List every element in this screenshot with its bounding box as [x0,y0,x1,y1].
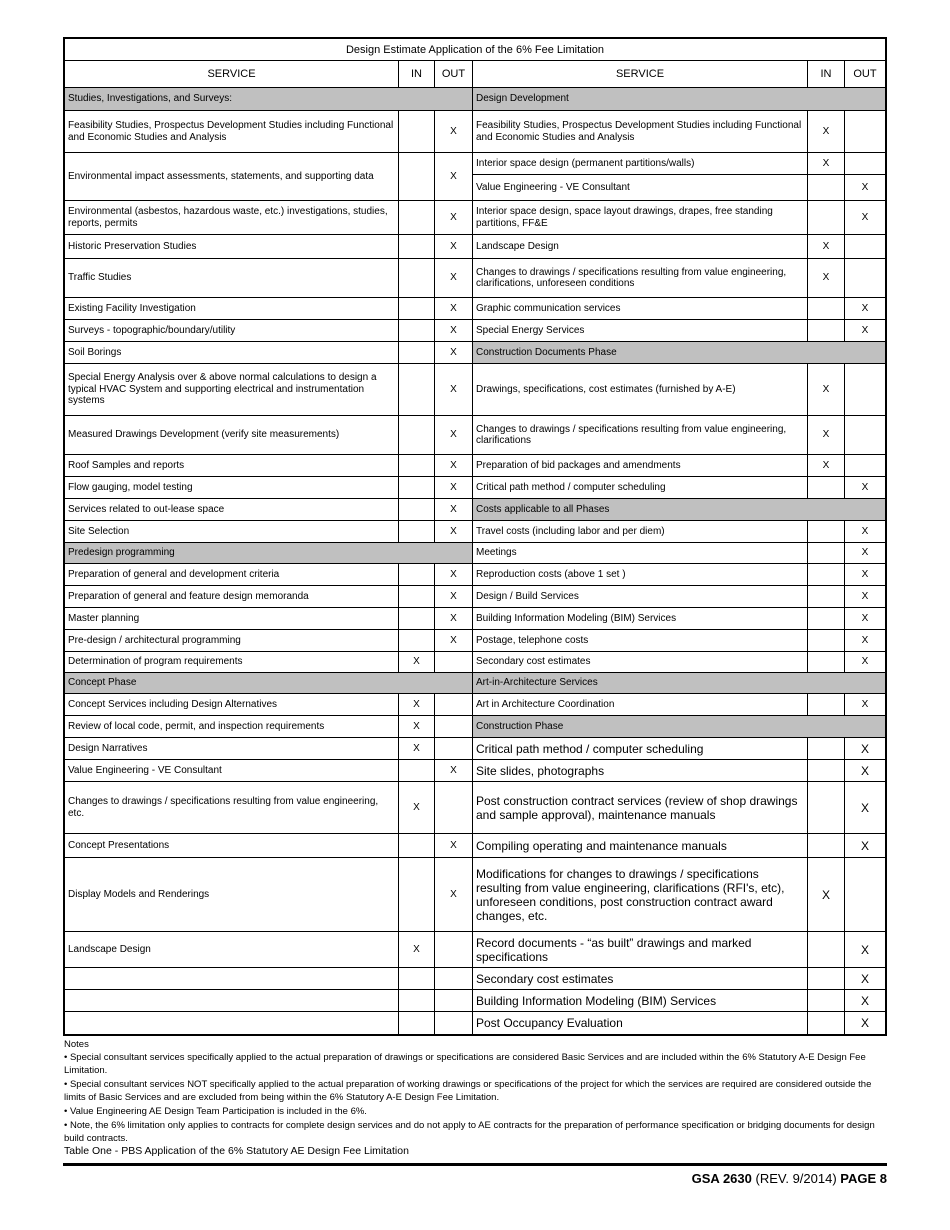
service-row [473,608,885,630]
service-label: Concept Services including Design Alternatives [65,694,399,715]
in-mark-cell: X [808,259,845,297]
service-row [65,716,472,738]
section-header-label: Studies, Investigations, and Surveys: [68,93,232,105]
note-item: • Value Engineering AE Design Team Participation is included in the 6%. [64,1106,367,1117]
service-row [473,235,885,259]
notes-list [64,1051,886,1145]
in-mark-cell [808,932,845,967]
service-label: Special Energy Services [473,320,808,341]
section-header-label: Concept Phase [68,677,137,689]
service-label: Meetings [473,543,808,563]
in-mark-cell: X [399,694,435,715]
in-mark-cell [399,416,435,454]
section-header-row [65,673,472,694]
service-label: Preparation of general and development criteria [65,564,399,585]
service-label: Reproduction costs (above 1 set ) [473,564,808,585]
section-header-row [65,543,472,564]
out-mark-cell: X [861,634,869,646]
out-mark-cell: X [861,568,869,580]
out-mark-cell: X [450,525,457,537]
service-label: Value Engineering - VE Consultant [65,760,399,781]
out-mark-cell: X [860,838,869,853]
service-row [65,320,472,342]
service-row [65,608,472,630]
in-mark-cell: X [808,416,845,454]
service-label: Services related to out-lease space [65,499,399,520]
out-mark-cell [845,364,885,415]
in-mark-cell [399,630,435,651]
service-label: Secondary cost estimates [473,968,808,989]
empty-row [65,968,472,990]
service-row [65,630,472,652]
out-mark-cell: X [450,125,457,137]
service-label: Interior space design (permanent partitions/walls) [473,153,808,174]
out-mark-cell: X [450,459,457,471]
service-label [65,1012,399,1034]
service-label [65,968,399,989]
service-label: Drawings, specifications, cost estimates (furnished by A-E) [473,364,808,415]
service-label: Feasibility Studies, Prospectus Development Studies including Functional and Economic Studies and Analysis [473,111,808,152]
service-label: Graphic communication services [473,298,808,319]
out-mark-cell [435,932,472,967]
service-row [65,364,472,416]
in-mark-cell [808,968,845,989]
service-row [473,416,885,455]
out-mark-cell [435,990,472,1011]
out-mark-cell: X [860,741,869,756]
service-row [473,760,885,782]
section-header-row [473,88,885,111]
service-label: Flow gauging, model testing [65,477,399,498]
in-mark-cell [399,858,435,931]
out-mark-cell: X [861,698,869,710]
out-mark-cell: X [450,324,457,336]
right-header-group [473,61,885,87]
in-mark-cell: X [808,455,845,476]
in-mark-cell [808,1012,845,1034]
section-header-label: Construction Documents Phase [476,346,617,358]
out-mark-cell: X [450,383,457,395]
in-mark-cell [399,586,435,607]
in-mark-cell [399,298,435,319]
service-row [473,259,885,298]
in-mark-cell [399,342,435,363]
service-row [473,738,885,760]
section-header-label: Predesign programming [68,547,175,559]
service-row [473,652,885,673]
service-row [65,760,472,782]
left-in-header: IN [399,61,435,87]
service-row [473,834,885,858]
form-revision: (REV. 9/2014) [751,1171,841,1186]
service-row [473,364,885,416]
in-mark-cell [399,259,435,297]
out-mark-cell: X [861,547,869,559]
service-label: Measured Drawings Development (verify site measurements) [65,416,399,454]
in-mark-cell [399,111,435,152]
in-mark-cell [399,608,435,629]
service-row [473,1012,885,1034]
in-mark-cell [808,608,845,629]
service-label: Changes to drawings / specifications resulting from value engineering, etc. [65,782,399,833]
in-mark-cell [399,521,435,542]
in-mark-cell [808,175,845,200]
in-mark-cell [808,738,845,759]
in-mark-cell [808,521,845,542]
in-mark-cell [808,320,845,341]
service-label: Changes to drawings / specifications resulting from value engineering, clarifications, unforeseen conditions [473,259,808,297]
in-mark-cell [808,586,845,607]
note-item: • Special consultant services NOT specifically applied to the actual preparation of working drawings or specifications of the project for which the services are required are considered outside the limits of Basic Services and are excluded from being within the 6% Statutory A-E Design Fee Limitation. [64,1079,872,1103]
service-label: Building Information Modeling (BIM) Services [473,608,808,629]
service-row [473,586,885,608]
out-mark-cell: X [861,324,869,336]
note-item: • Note, the 6% limitation only applies to contracts for complete design services and do not apply to AE contracts for the preparation of performance specification or bridging documents for design build contracts. [64,1120,875,1144]
fee-limitation-table [63,37,887,1036]
out-mark-cell [435,694,472,715]
section-header-label: Construction Phase [476,720,564,732]
service-row [473,111,885,153]
out-mark-cell: X [450,590,457,602]
service-row [473,694,885,716]
service-row [65,738,472,760]
service-label: Environmental (asbestos, hazardous waste, etc.) investigations, studies, reports, permits [65,201,399,234]
service-row [65,499,472,521]
service-label: Landscape Design [65,932,399,967]
service-label: Existing Facility Investigation [65,298,399,319]
in-mark-cell [399,990,435,1011]
page-number: PAGE 8 [840,1171,887,1186]
empty-row [65,1012,472,1034]
service-row [473,782,885,834]
service-row [65,694,472,716]
in-mark-cell [399,564,435,585]
service-row [473,630,885,652]
in-mark-cell: X [808,364,845,415]
notes-section [64,1038,886,1146]
service-label: Post Occupancy Evaluation [473,1012,808,1034]
in-mark-cell [399,968,435,989]
out-mark-cell: X [450,429,457,441]
out-mark-cell: X [450,568,457,580]
service-row [473,932,885,968]
service-label: Post construction contract services (review of shop drawings and sample approval), maintenance manuals [473,782,808,833]
section-header-row [473,716,885,738]
in-mark-cell [808,477,845,498]
section-header-label: Design Development [476,93,569,105]
service-label: Environmental impact assessments, statements, and supporting data [65,153,399,200]
out-mark-cell [845,416,885,454]
service-label: Preparation of bid packages and amendments [473,455,808,476]
out-mark-cell: X [450,839,457,851]
in-mark-cell: X [808,858,845,931]
out-mark-cell [845,455,885,476]
in-mark-cell [808,543,845,563]
section-header-row [65,88,472,111]
left-header-group [65,61,473,87]
service-row [473,298,885,320]
service-label: Pre-design / architectural programming [65,630,399,651]
out-mark-cell: X [861,656,869,668]
in-mark-cell [399,1012,435,1034]
in-mark-cell [808,760,845,781]
service-row [65,259,472,298]
service-label: Feasibility Studies, Prospectus Development Studies including Functional and Economic Studies and Analysis [65,111,399,152]
service-label: Surveys - topographic/boundary/utility [65,320,399,341]
in-mark-cell [808,694,845,715]
out-mark-cell [845,235,885,258]
out-mark-cell: X [860,800,869,815]
out-mark-cell: X [450,612,457,624]
empty-row [65,990,472,1012]
service-row [65,652,472,673]
service-label: Historic Preservation Studies [65,235,399,258]
in-mark-cell [399,760,435,781]
service-label: Building Information Modeling (BIM) Services [473,990,808,1011]
note-item: • Special consultant services specifically applied to the actual preparation of drawings or specifications are considered Basic Services and are included within the 6% Statutory A-E Design Fee Limitation. [64,1052,866,1076]
in-mark-cell: X [399,782,435,833]
service-label: Review of local code, permit, and inspection requirements [65,716,399,737]
in-mark-cell [399,153,435,200]
table-caption: Table One - PBS Application of the 6% Statutory AE Design Fee Limitation [64,1145,409,1157]
in-mark-cell: X [808,111,845,152]
service-label: Concept Presentations [65,834,399,857]
service-row [65,586,472,608]
section-header-row [473,342,885,364]
service-label: Preparation of general and feature design memoranda [65,586,399,607]
service-label: Postage, telephone costs [473,630,808,651]
out-mark-cell [845,858,885,931]
out-mark-cell: X [861,302,869,314]
table-title: Design Estimate Application of the 6% Fee Limitation [65,39,885,61]
service-label: Site Selection [65,521,399,542]
out-mark-cell: X [450,170,457,182]
in-mark-cell [399,834,435,857]
service-label: Compiling operating and maintenance manuals [473,834,808,857]
service-row [473,455,885,477]
out-mark-cell: X [450,346,457,358]
service-row [473,477,885,499]
service-row [65,342,472,364]
in-mark-cell: X [808,153,845,174]
in-mark-cell: X [399,932,435,967]
in-mark-cell [808,564,845,585]
out-mark-cell: X [861,181,869,193]
left-service-header: SERVICE [65,61,399,87]
service-row [65,782,472,834]
left-out-header: OUT [441,68,466,80]
page-footer [63,1171,887,1186]
in-mark-cell [399,320,435,341]
out-mark-cell [435,968,472,989]
out-mark-cell: X [450,272,457,284]
service-label: Record documents - “as built” drawings and marked specifications [473,932,808,967]
service-label: Travel costs (including labor and per diem) [473,521,808,542]
service-row [473,858,885,932]
left-table-body [65,88,473,1034]
service-row [473,320,885,342]
service-label: Traffic Studies [65,259,399,297]
out-mark-cell [435,782,472,833]
service-row [473,153,885,175]
service-label: Design Narratives [65,738,399,759]
service-label: Critical path method / computer scheduling [473,477,808,498]
section-header-row [473,673,885,694]
out-mark-cell: X [450,302,457,314]
service-row [65,153,472,201]
right-table-body [473,88,885,1034]
out-mark-cell: X [860,1016,869,1030]
out-mark-cell: X [860,971,869,986]
service-row [473,990,885,1012]
out-mark-cell [845,111,885,152]
in-mark-cell [808,201,845,234]
in-mark-cell [808,630,845,651]
out-mark-cell: X [450,764,457,776]
in-mark-cell: X [808,235,845,258]
service-row [65,834,472,858]
in-mark-cell: X [399,738,435,759]
service-label: Secondary cost estimates [473,652,808,672]
service-label: Design / Build Services [473,586,808,607]
in-mark-cell [399,499,435,520]
service-row [65,932,472,968]
out-mark-cell: X [861,481,869,493]
in-mark-cell [808,652,845,672]
service-row [473,175,885,201]
service-label: Changes to drawings / specifications resulting from value engineering, clarifications [473,416,808,454]
out-mark-cell [845,259,885,297]
service-row [65,201,472,235]
right-service-header: SERVICE [473,61,808,87]
out-mark-cell [435,738,472,759]
in-mark-cell [399,477,435,498]
out-mark-cell [435,1012,472,1034]
notes-heading: Notes [64,1039,89,1050]
service-label: Modifications for changes to drawings / specifications resulting from value engineering, clarifications (RFI's, etc), unforeseen conditions, post construction contract award changes, etc. [473,858,808,931]
service-label: Display Models and Renderings [65,858,399,931]
in-mark-cell [808,298,845,319]
service-row [65,298,472,320]
section-header-row [473,499,885,521]
in-mark-cell [399,455,435,476]
in-mark-cell: X [399,716,435,737]
right-out-header: OUT [853,68,877,80]
out-mark-cell: X [860,763,869,778]
in-mark-cell [808,990,845,1011]
out-mark-cell: X [450,888,457,900]
out-mark-cell: X [861,590,869,602]
out-mark-cell: X [860,993,869,1008]
service-label: Soil Borings [65,342,399,363]
service-label: Landscape Design [473,235,808,258]
section-header-label: Costs applicable to all Phases [476,503,610,515]
out-mark-cell: X [450,240,457,252]
out-mark-cell [435,652,472,672]
service-label: Interior space design, space layout drawings, drapes, free standing partitions, FF&E [473,201,808,234]
service-row [65,235,472,259]
out-mark-cell: X [861,612,869,624]
service-label [65,990,399,1011]
service-row [473,543,885,564]
table-body [65,88,885,1034]
in-mark-cell [808,782,845,833]
out-mark-cell: X [450,634,457,646]
form-number: GSA 2630 [691,1171,752,1186]
service-label: Art in Architecture Coordination [473,694,808,715]
in-mark-cell [399,235,435,258]
section-header-label: Art-in-Architecture Services [476,677,598,689]
service-row [65,564,472,586]
service-label: Site slides, photographs [473,760,808,781]
service-label: Critical path method / computer scheduling [473,738,808,759]
out-mark-cell: X [861,525,869,537]
service-label: Special Energy Analysis over & above normal calculations to design a typical HVAC System and supporting electrical and instrumentation systems [65,364,399,415]
out-mark-cell: X [860,942,869,957]
service-label: Value Engineering - VE Consultant [473,175,808,200]
out-mark-cell: X [861,211,869,223]
service-row [65,521,472,543]
service-label: Roof Samples and reports [65,455,399,476]
service-row [65,477,472,499]
in-mark-cell [399,201,435,234]
in-mark-cell: X [399,652,435,672]
out-mark-cell: X [450,503,457,515]
service-row [65,111,472,153]
service-row [473,521,885,543]
table-header-row [65,61,885,88]
service-label: Master planning [65,608,399,629]
out-mark-cell: X [450,481,457,493]
out-mark-cell: X [450,211,457,223]
service-row [473,968,885,990]
service-row [473,201,885,235]
footer-rule [63,1163,887,1166]
service-label: Determination of program requirements [65,652,399,672]
service-row [65,416,472,455]
out-mark-cell [845,153,885,174]
out-mark-cell [435,716,472,737]
in-mark-cell [399,364,435,415]
in-mark-cell [808,834,845,857]
service-row [65,858,472,932]
service-row [473,564,885,586]
service-row [65,455,472,477]
right-in-header: IN [808,61,845,87]
